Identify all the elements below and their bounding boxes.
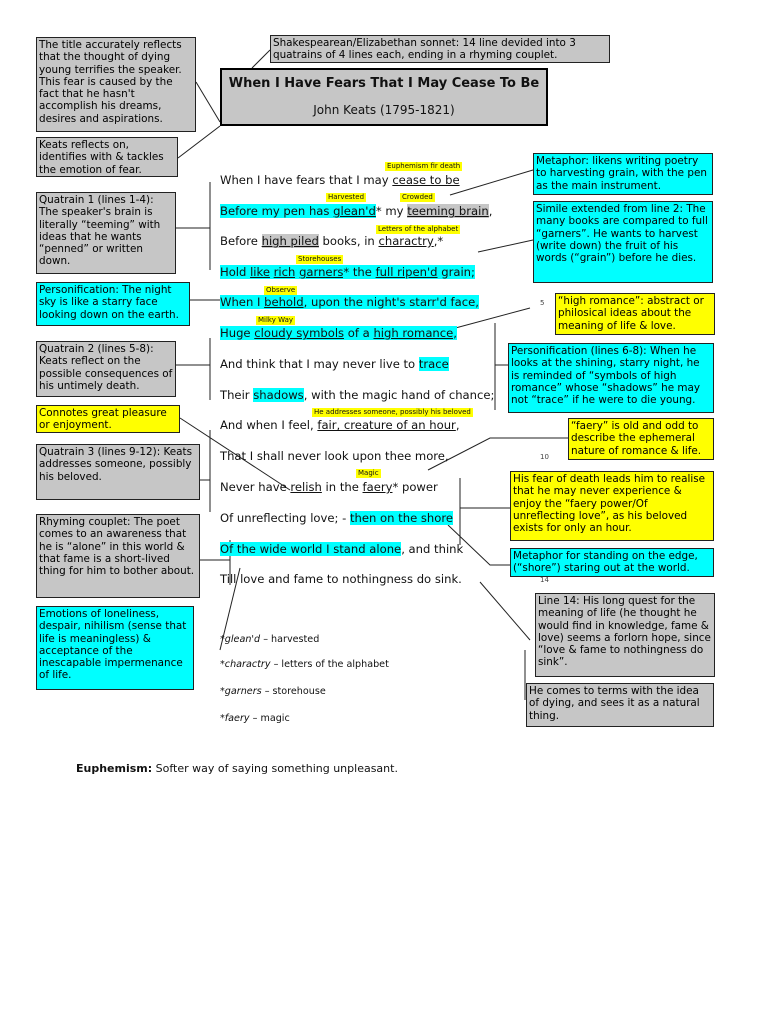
poem-line-2: Before my pen has glean'd* my teeming brain, <box>220 204 493 218</box>
line-number-10: 10 <box>540 453 549 461</box>
label-milky-way: Milky Way <box>258 316 294 324</box>
note-fear-of-death: His fear of death leads him to realise that he may never experience & enjoy the “faery power/Of unreflecting love”, as his beloved exists for only an hour. <box>510 471 714 541</box>
title-box <box>220 68 548 126</box>
poem-line-4: Hold like rich garners* the full ripen'd grain; <box>220 265 475 279</box>
line-number-14: 14 <box>540 576 549 584</box>
note-faery: “faery” is old and odd to describe the ephemeral nature of romance & life. <box>568 418 714 460</box>
note-line-14: Line 14: His long quest for the meaning of life (he thought he would find in knowledge, fame & love) seems a forlorn hope, since “love & fame to nothingness do sink”. <box>535 593 715 677</box>
poem-line-6: Huge cloudy symbols of a high romance, <box>220 326 457 340</box>
note-rhyming-couplet: Rhyming couplet: The poet comes to an awareness that he is “alone” in this world & that fame is a short-lived thing for him to bother about. <box>36 514 200 598</box>
label-storehouses: Storehouses <box>298 255 342 263</box>
label-observe: Observe <box>266 286 296 294</box>
glossary-faery: *faery – magic <box>220 713 290 724</box>
label-letters: Letters of the alphabet <box>378 225 459 233</box>
label-crowded: Crowded <box>402 193 433 201</box>
note-title-reflects: The title accurately reflects that the thought of dying young terrifies the speaker. This fear is caused by the fact that he hasn't accomplish his dreams, desires and aspirations. <box>36 37 196 132</box>
poem-line-8: Their shadows, with the magic hand of chance; <box>220 388 495 402</box>
poem-author: John Keats (1795-1821) <box>313 103 455 117</box>
note-metaphor-writing: Metaphor: likens writing poetry to harvesting grain, with the pen as the main instrument. <box>533 153 713 195</box>
label-addresses: He addresses someone, possibly his beloved <box>314 408 471 416</box>
poem-line-13: Of the wide world I stand alone, and think <box>220 542 464 556</box>
note-comes-to-terms: He comes to terms with the idea of dying, and sees it as a natural thing. <box>526 683 714 727</box>
euphemism-definition: Euphemism: Softer way of saying something unpleasant. <box>76 762 398 775</box>
note-quatrain-2: Quatrain 2 (lines 5-8): Keats reflect on the possible consequences of his untimely death. <box>36 341 176 397</box>
poem-line-7: And think that I may never live to trace <box>220 357 449 371</box>
line-number-5: 5 <box>540 299 545 307</box>
note-connotes: Connotes great pleasure or enjoyment. <box>36 405 180 433</box>
note-personification: Personification: The night sky is like a starry face looking down on the earth. <box>36 282 190 326</box>
poem-line-14: Till love and fame to nothingness do sink. <box>220 572 462 586</box>
note-quatrain-3: Quatrain 3 (lines 9-12): Keats addresses someone, possibly his beloved. <box>36 444 200 500</box>
note-keats-reflects: Keats reflects on, identifies with & tackles the emotion of fear. <box>36 137 178 177</box>
poem-line-12: Of unreflecting love; - then on the shore <box>220 511 454 525</box>
poem-line-11: Never have relish in the faery* power <box>220 480 438 494</box>
note-sonnet: Shakespearean/Elizabethan sonnet: 14 line devided into 3 quatrains of 4 lines each, ending in a rhyming couplet. <box>270 35 610 63</box>
note-quatrain-1: Quatrain 1 (lines 1-4): The speaker's brain is literally “teeming” with ideas that he wants “penned” or written down. <box>36 192 176 274</box>
note-simile: Simile extended from line 2: The many books are compared to full “garners”. He wants to harvest (write down) the fruit of his words (“grain”) before he dies. <box>533 201 713 283</box>
note-personification-6-8: Personification (lines 6-8): When he looks at the shining, starry night, he is reminded of “symbols of high romance” whose “shadows” he may not “trace” if he were to die young. <box>508 343 714 413</box>
glossary-gleand: *glean'd – harvested <box>220 634 320 645</box>
note-emotions: Emotions of loneliness, despair, nihilism (sense that life is meaningless) & acceptance of the inescapable impermenance of life. <box>36 606 194 690</box>
label-magic: Magic <box>358 469 379 477</box>
label-euphemism: Euphemism fir death <box>387 162 461 170</box>
poem-title: When I Have Fears That I May Cease To Be <box>228 76 540 91</box>
glossary-charactry: *charactry – letters of the alphabet <box>220 659 389 670</box>
glossary-garners: *garners – storehouse <box>220 686 326 697</box>
label-harvested: Harvested <box>328 193 365 201</box>
poem-line-5: When I behold, upon the night's starr'd face, <box>220 295 479 309</box>
note-high-romance: “high romance”: abstract or philosical ideas about the meaning of life & love. <box>555 293 715 335</box>
poem-line-3: Before high piled books, in charactry,* <box>220 234 444 248</box>
poem-line-9: And when I feel, fair, creature of an hour, <box>220 418 460 432</box>
note-metaphor-shore: Metaphor for standing on the edge, (“shore”) staring out at the world. <box>510 548 714 577</box>
poem-line-10: That I shall never look upon thee more, <box>220 449 449 463</box>
poem-line-1: When I have fears that I may cease to be <box>220 173 460 187</box>
